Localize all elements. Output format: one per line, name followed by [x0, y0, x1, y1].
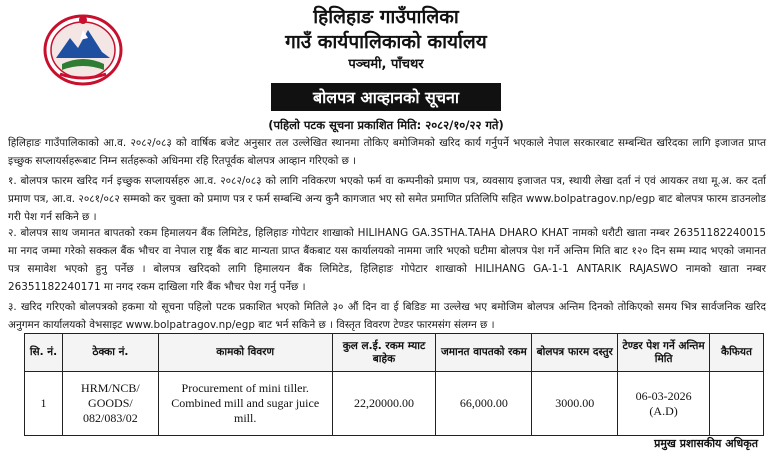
publication-date: (पहिलो पटक सूचना प्रकाशित मिति: २०८२/१०/२२ गते) [268, 118, 504, 132]
col-deadline: टेण्डर पेश गर्ने अन्तिम मिति [618, 334, 710, 372]
condition-1: १. बोलपत्र फारम खरिद गर्न इच्छुक सप्लायर्सहरु आ.व. २०८२/०८३ को लागि नविकरण भएको फर्म वा कम्पनीको प्रमाण पत्र, व्यवसाय इजाजत पत्र, स्थायी लेखा दर्ता नं एवं आयकर तथा मू.अ. कर दर्ता प्रमाण पत्र, आ.व. २०८१/०८२ सम्मको कर चुक्ता को प्रमाण पत्र र फर्म सम्बन्धि अन्य कुनै कागजात भए सो समेत प्रमाणित प्रतिलिपि सहित www.bolpatragov.np/egp बाट बोलपत्र फारम डाउनलोड गरी पेश गर्न सकिने छ । [8, 175, 766, 223]
office-name: गाउँ कार्यपालिकाको कार्यालय [285, 31, 487, 53]
cell-remarks [710, 372, 764, 436]
cell-estimate: 22,20000.00 [332, 372, 436, 436]
municipality-name: हिलिहाङ गाउँपालिका [313, 6, 459, 28]
cell-deadline: 06-03-2026 (A.D) [618, 372, 710, 436]
col-description: कामको विवरण [158, 334, 332, 372]
col-contract-no: ठेक्का नं. [62, 334, 158, 372]
cell-sn: 1 [25, 372, 63, 436]
col-sn: सि. नं. [25, 334, 63, 372]
condition-2: २. बोलपत्र साथ जमानत बापतको रकम हिमालयन बैंक लिमिटेड, हिलिहाङ गोपेटार शाखाको HILIHANG GA.3STHA.TAHA DHARO KHAT नामको धरौटी खाता नम्बर 26351182240015 मा नगद जम्मा गरेको सक्कल बैंक भौचर वा नेपाल राष्ट्र बैंक बाट मान्यता प्राप्त बैंकबाट यस कार्यालयको नाममा जारि भएको घटीमा बोलपत्र पेश गर्ने अन्तिम मिति बाट १२० दिन सम्म म्याद भएको जमानत पत्र समावेश भएको हुनु पर्नेछ । बोलपत्र खरिदको लागि हिमालयन बैंक लिमिटेड, हिलिहाङ गोपेटार शाखाको HILIHANG GA-1-1 ANTARIK RAJASWO नामको खाता नम्बर 26351182240171 मा नगद रकम दाखिला गरि बैंक भौचर पेश गर्नु पर्नेछ । [8, 227, 766, 293]
condition-3: ३. खरिद गरिएको बोलपत्रको हकमा यो सूचना पहिलो पटक प्रकाशित भएको मितिले ३० औं दिन वा ई बिडिङ मा उल्लेख भए बमोजिम बोलपत्र अन्तिम दिनको तोकिएको समय भित्र सार्वजनिक खरिद अनुगमन कार्यालयको वेभसाइट www.bolpatragov.np/egp बाट भर्न सकिने छ । विस्तृत विवरण टेण्डर फारमसंग संलग्न छ । [8, 301, 766, 331]
col-bid-security: जमानत वापतको रकम [436, 334, 532, 372]
cell-contract-no: HRM/NCB/ GOODS/ 082/083/02 [62, 372, 158, 436]
col-form-fee: बोलपत्र फारम दस्तुर [532, 334, 618, 372]
table-row [25, 372, 764, 436]
table-header-row [25, 334, 764, 372]
notice-title-banner: बोलपत्र आव्हानको सूचना [271, 83, 501, 111]
col-remarks: कैफियत [710, 334, 764, 372]
cell-form-fee: 3000.00 [532, 372, 618, 436]
cell-bid-security: 66,000.00 [436, 372, 532, 436]
cell-description: Procurement of mini tiller. Combined mill and sugar juice mill. [158, 372, 332, 436]
office-address: पञ्चमी, पाँचथर [348, 57, 424, 72]
col-estimate: कुल ल.ई. रकम म्याट बाहेक [332, 334, 436, 372]
tender-table [24, 333, 764, 436]
intro-paragraph: हिलिहाङ गाउँपालिकाको आ.व. २०८२/०८३ को वार्षिक बजेट अनुसार तल उल्लेखित स्थानमा तोकिए बमोजिमको खरिद कार्य गर्नुपर्ने भएकाले नेपाल सरकारबाट सम्बन्धित खरिदका लागि इजाजत प्राप्त इच्छुक सप्लायर्सहरूबाट निम्न सर्तहरूको अधिनमा रहि रितपूर्वक बोलपत्र आव्हान गरिएको छ । [8, 137, 766, 167]
signatory-title: प्रमुख प्रशासकीय अधिकृत [654, 437, 758, 450]
